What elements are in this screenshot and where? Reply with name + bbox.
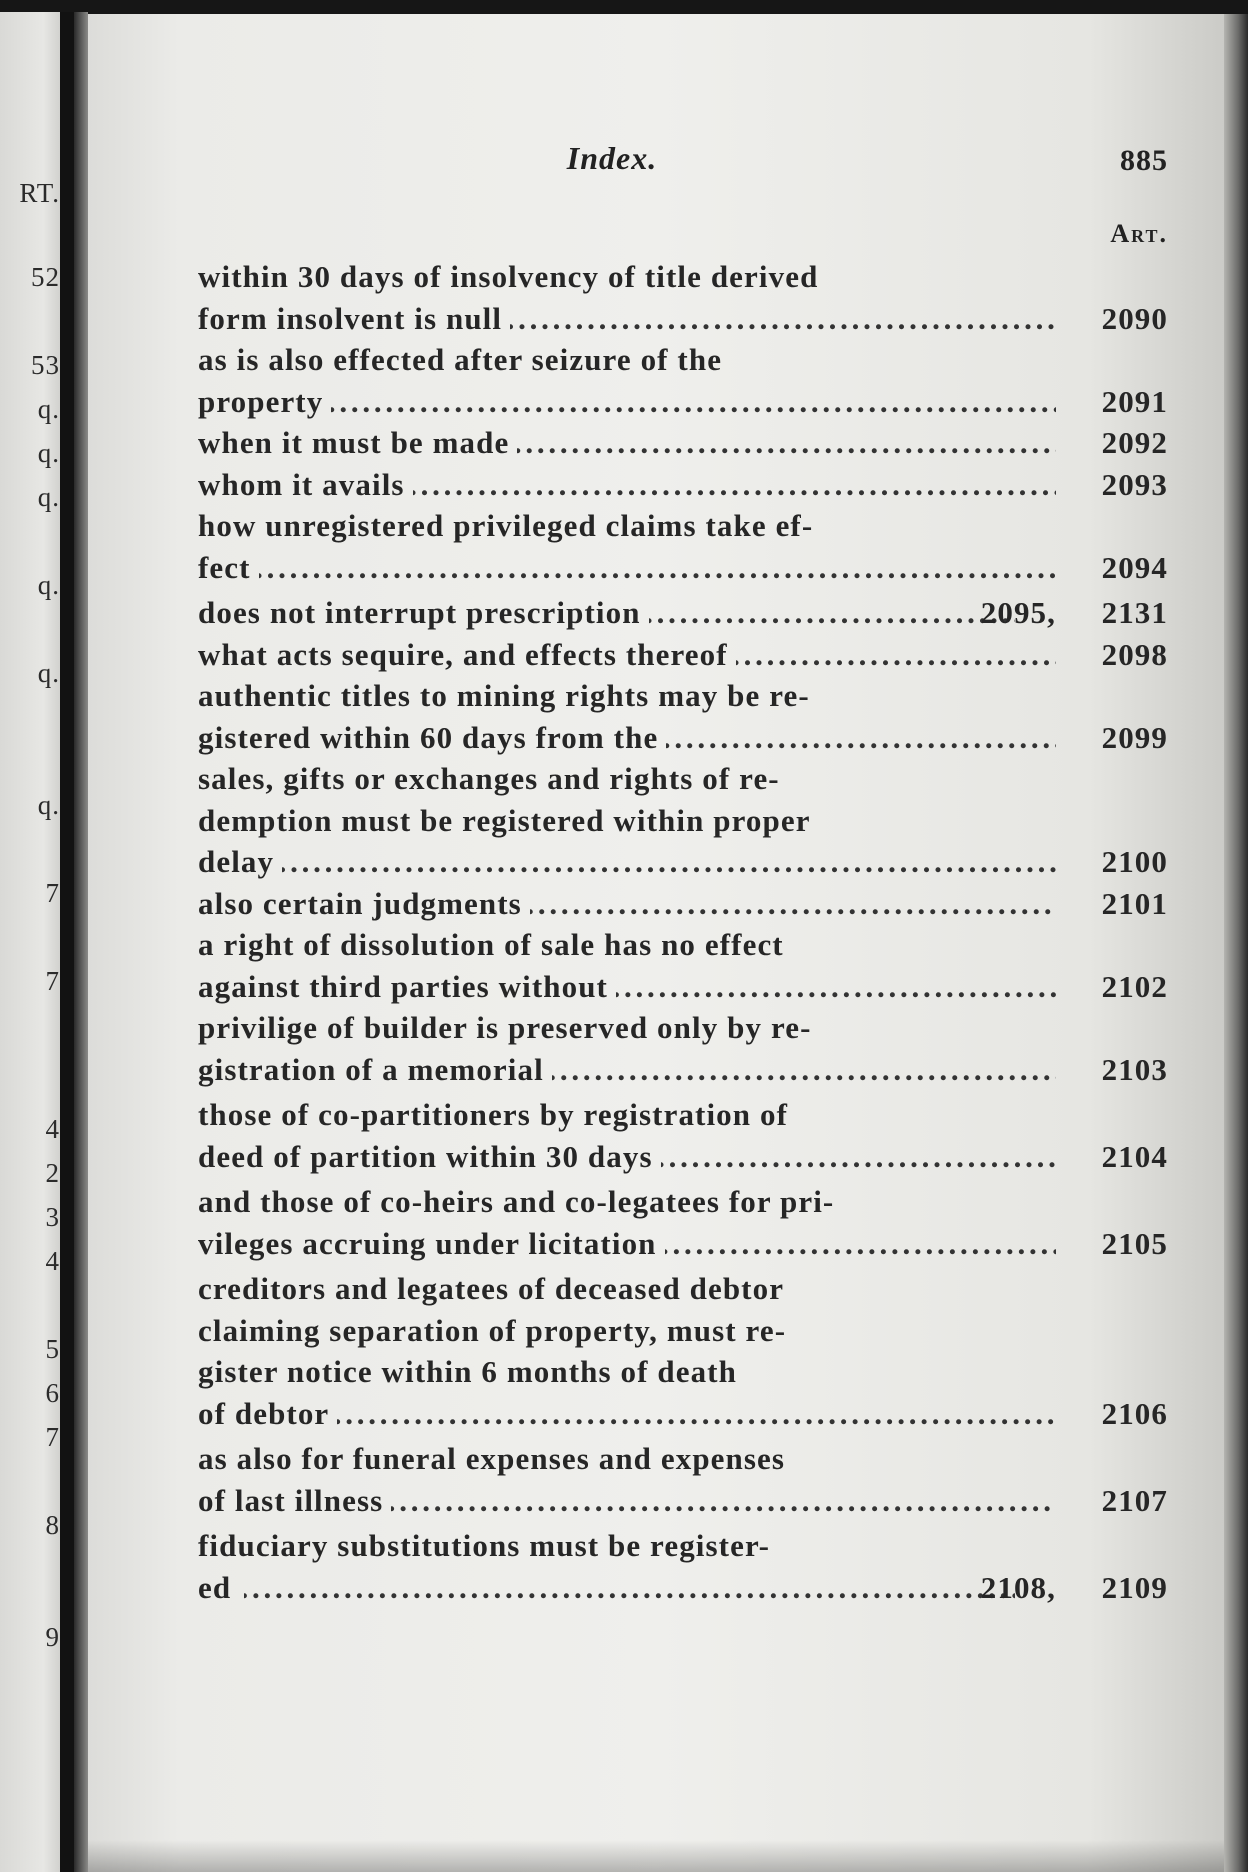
facing-page-fragment: 9 [45,1622,60,1652]
article-column-label: Art. [1110,219,1168,248]
dot-leader [331,381,1056,423]
facing-page-fragment: 7 [45,966,60,996]
entry-final-line [198,592,1056,634]
dot-leader [391,1480,1056,1522]
entry-final-text: deed of partition within 30 days [198,1138,653,1174]
index-entry [198,1094,1168,1177]
index-entry [198,883,1168,925]
entry-article-number: 2103 [1101,1051,1168,1087]
entry-extra-article: 2108, [980,1569,1056,1605]
entry-final-line [198,381,1056,423]
entry-final-text: whom it avails [198,466,405,502]
index-entry [198,758,1168,883]
index-entry [198,1268,1168,1434]
entry-text-line: as is also effected after seizure of the [198,342,723,377]
dot-leader [282,841,1056,883]
dot-leader [616,966,1056,1008]
index-entry [198,675,1168,758]
dot-leader [244,1567,1015,1609]
entry-final-line [198,841,1056,883]
entry-article-number: 2109 [1101,1569,1168,1605]
index-entry [198,1007,1168,1090]
entry-article-number: 2104 [1101,1138,1168,1174]
index-entry [198,1525,1168,1608]
entry-text-line: and those of co-heirs and co-legatees for pri- [198,1184,835,1219]
page-right-edge [1224,14,1248,1872]
entry-final-line [198,1393,1056,1435]
entry-article-number: 2098 [1101,636,1168,672]
entry-text-line: gister notice within 6 months of death [198,1354,737,1389]
entry-final-line: ed . . . 2108, [236,1567,1056,1609]
index-entry [198,422,1168,464]
facing-page-fragment: 3 [45,1202,60,1232]
index-entry [198,256,1168,339]
index-page [88,14,1224,1872]
index-entry [198,505,1168,588]
entry-text-line: sales, gifts or exchanges and rights of re- [198,761,780,796]
entry-final-text: property [198,383,324,419]
page-bottom-shadow [88,1840,1224,1872]
entry-text-line: claiming separation of property, must re- [198,1312,787,1348]
facing-page-edge [0,12,62,1872]
top-border [0,0,1248,14]
facing-page-fragment: q. [37,438,60,468]
dot-leader [666,717,1056,759]
dot-leader [510,298,1056,340]
facing-page-fragment: q. [37,570,60,600]
entry-text-line: a right of dissolution of sale has no effect [198,927,784,962]
page-number: 885 [1120,144,1168,177]
entry-final-text: fect [198,549,251,585]
facing-page-fragment: q. [37,658,60,688]
facing-page-fragment: q. [37,790,60,820]
entry-final-line [198,464,1056,506]
entry-final-text: against third parties without [198,968,608,1004]
facing-page-fragment: 7 [45,1422,60,1452]
index-entry [198,1438,1168,1521]
entry-article-number: 2093 [1101,466,1168,502]
dot-leader [661,1136,1056,1178]
entry-text-line: authentic titles to mining rights may be re- [198,678,810,713]
entry-text-line: those of co-partitioners by registration of [198,1097,788,1132]
entry-text-line: privilige of builder is preserved only by re- [198,1010,812,1045]
facing-page-fragment: 53 [31,350,60,380]
entry-final-text: of debtor [198,1395,330,1431]
dot-leader [665,1223,1056,1265]
entry-final-line [198,1223,1056,1265]
entry-article-number: 2101 [1101,885,1168,921]
index-entry [198,339,1168,422]
facing-page-fragment: 4 [45,1246,60,1276]
entry-final-line [198,966,1056,1008]
entry-text-line: fiduciary substitutions must be register- [198,1528,771,1563]
facing-page-fragment: 52 [31,262,60,292]
entry-article-number: 2091 [1101,383,1168,419]
entry-article-number: 2131 [1101,595,1168,630]
entry-text-line: within 30 days of insolvency of title derived [198,259,819,294]
entry-text-line: how unregistered privileged claims take ef- [198,508,814,543]
dot-leader [413,464,1056,506]
index-entry [198,1181,1168,1264]
dot-leader [259,547,1056,589]
entry-article-number: 2094 [1101,549,1168,585]
facing-page-fragment: 5 [45,1334,60,1364]
facing-page-fragment: 4 [45,1114,60,1144]
entry-final-line [198,883,1056,925]
entry-final-line [198,1480,1056,1522]
entry-final-line [198,422,1056,464]
facing-page-fragment: 6 [45,1378,60,1408]
entry-final-line [198,298,1056,340]
dot-leader [337,1393,1056,1435]
index-entry [198,592,1168,634]
entry-article-number: 2099 [1101,719,1168,755]
book-spine [60,12,74,1872]
dot-leader [530,883,1056,925]
entry-final-text: when it must be made [198,425,510,460]
entry-article-number: 2100 [1101,844,1168,879]
entry-text-line: demption must be registered within proper [198,802,811,838]
entry-article-number: 2090 [1101,300,1168,336]
index-entry [198,634,1168,676]
facing-page-fragment: q. [37,482,60,512]
entry-article-number: 2107 [1101,1482,1168,1518]
entry-article-number: 2106 [1101,1395,1168,1431]
entry-article-number: 2092 [1101,425,1168,460]
entry-final-text: of last illness [198,1482,384,1518]
facing-page-fragment: q. [37,394,60,424]
index-entry [198,924,1168,1007]
entry-final-text: gistration of a memorial [198,1051,544,1087]
spine-shadow [74,12,88,1872]
entry-extra-article: 2095, [980,595,1056,630]
entry-article-number: 2105 [1101,1225,1168,1261]
entry-text-line: as also for funeral expenses and expenses [198,1441,786,1476]
entry-article-number: 2102 [1101,968,1168,1004]
facing-page-fragment: 7 [45,878,60,908]
facing-page-fragment: RT. [19,178,60,208]
entry-final-text: vileges accruing under licitation [198,1225,657,1261]
dot-leader [517,422,1056,464]
entry-final-line [198,547,1056,589]
entry-final-line [198,717,1056,759]
index-entries [198,256,1168,1608]
entry-final-line [198,634,1056,676]
entry-text-line: creditors and legatees of deceased debtor [198,1271,785,1306]
entry-final-text: form insolvent is null [198,300,503,336]
entry-final-text: delay [198,844,275,879]
entry-final-text: gistered within 60 days from the [198,719,659,755]
entry-final-text: does not interrupt prescription [198,595,641,630]
entry-final-text: also certain judgments [198,885,522,921]
entry-final-text: what acts sequire, and effects thereof [198,636,728,672]
running-head: Index. [566,140,658,176]
dot-leader [736,634,1056,676]
dot-leader [649,592,1015,634]
facing-page-fragment: 8 [45,1510,60,1540]
facing-page-fragment: 2 [45,1158,60,1188]
index-entry [198,464,1168,506]
entry-final-line [198,1136,1056,1178]
entry-final-line [198,1049,1056,1091]
dot-leader [552,1049,1056,1091]
